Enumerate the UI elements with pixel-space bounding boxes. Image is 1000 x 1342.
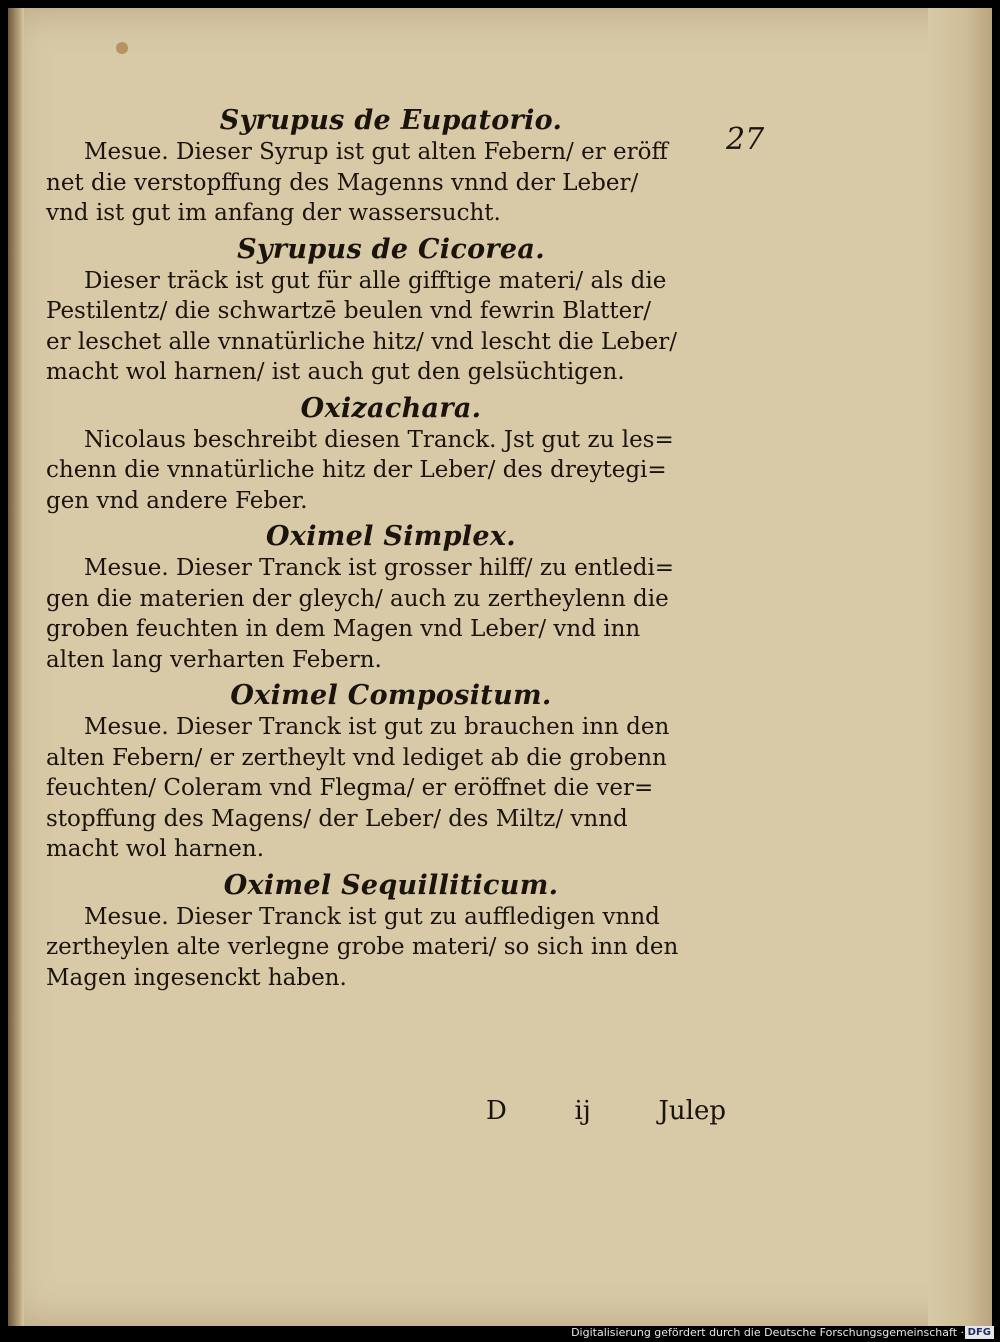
text-line: chenn die vnnatürliche hitz der Leber/ des dreytegi= xyxy=(46,457,667,483)
catchline xyxy=(486,1096,726,1126)
text-line: alten Febern/ er zertheylt vnd lediget ab die grobenn xyxy=(46,744,667,771)
ink-stain xyxy=(116,42,128,54)
section-body xyxy=(46,712,736,865)
text-line: feuchten/ Coleram vnd Flegma/ er eröffnet die ver= xyxy=(46,775,654,801)
dfg-logo: DFG xyxy=(965,1326,994,1339)
text-line: er leschet alle vnnatürliche hitz/ vnd lescht die Leber/ xyxy=(46,328,678,355)
text-line: Mesue. Dieser Tranck ist grosser hilff/ zu entledi= xyxy=(84,555,675,581)
text-line: macht wol harnen/ ist auch gut den gelsüchtigen. xyxy=(46,359,625,385)
section-oxizachara xyxy=(46,392,736,517)
section-cicorea xyxy=(46,233,736,388)
text-line: Dieser träck ist gut für alle gifftige materi/ als die xyxy=(84,267,667,294)
section-oximel-simplex xyxy=(46,520,736,675)
section-body xyxy=(46,553,736,675)
text-line: stopffung des Magens/ der Leber/ des Miltz/ vnnd xyxy=(46,805,628,832)
page-spine-shadow xyxy=(8,8,24,1326)
section-body xyxy=(46,425,736,517)
text-line: macht wol harnen. xyxy=(46,836,265,862)
text-line: net die verstopffung des Magenns vnnd der Leber/ xyxy=(46,169,639,196)
text-line: Mesue. Dieser Tranck ist gut zu brauchen inn den xyxy=(84,714,670,740)
section-heading: Oximel Simplex. xyxy=(266,521,516,552)
signature-number: ij xyxy=(574,1096,591,1126)
text-line: Magen ingesenckt haben. xyxy=(46,964,347,991)
section-oximel-sequilliticum xyxy=(46,869,736,994)
section-heading: Oxizachara. xyxy=(300,392,482,424)
text-line: gen vnd andere Feber. xyxy=(46,487,308,514)
section-heading: Oximel Sequilliticum. xyxy=(223,869,559,901)
catchword: Julep xyxy=(658,1096,726,1126)
text-line: gen die materien der gleych/ auch zu zertheylenn die xyxy=(46,585,669,612)
text-line: Pestilentz/ die schwartzē beulen vnd fewrin Blatter/ xyxy=(46,298,652,324)
text-line: groben feuchten in dem Magen vnd Leber/ vnd inn xyxy=(46,616,641,642)
text-line: Mesue. Dieser Tranck ist gut zu auffledigen vnnd xyxy=(84,903,660,930)
text-line: Nicolaus beschreibt diesen Tranck. Jst gut zu les= xyxy=(84,426,674,453)
section-oximel-compositum xyxy=(46,679,736,865)
section-heading: Syrupus de Cicorea. xyxy=(237,233,545,265)
text-line: Mesue. Dieser Syrup ist gut alten Febern/ er eröff xyxy=(84,139,668,165)
section-eupatorio xyxy=(46,104,736,229)
section-body xyxy=(46,902,736,994)
signature-mark: D xyxy=(486,1096,507,1126)
digitization-credit: Digitalisierung gefördert durch die Deutsche Forschungsgemeinschaft · xyxy=(571,1326,964,1339)
section-heading: Syrupus de Eupatorio. xyxy=(219,105,563,136)
page-edge-shadow xyxy=(928,8,992,1326)
page-text xyxy=(46,104,736,997)
section-body xyxy=(46,137,736,229)
text-line: alten lang verharten Febern. xyxy=(46,646,382,673)
text-line: vnd ist gut im anfang der wassersucht. xyxy=(46,200,501,226)
section-heading: Oximel Compositum. xyxy=(230,680,552,711)
text-line: zertheylen alte verlegne grobe materi/ so sich inn den xyxy=(46,934,679,960)
section-body xyxy=(46,266,736,388)
folio-number: 27 xyxy=(726,122,765,157)
